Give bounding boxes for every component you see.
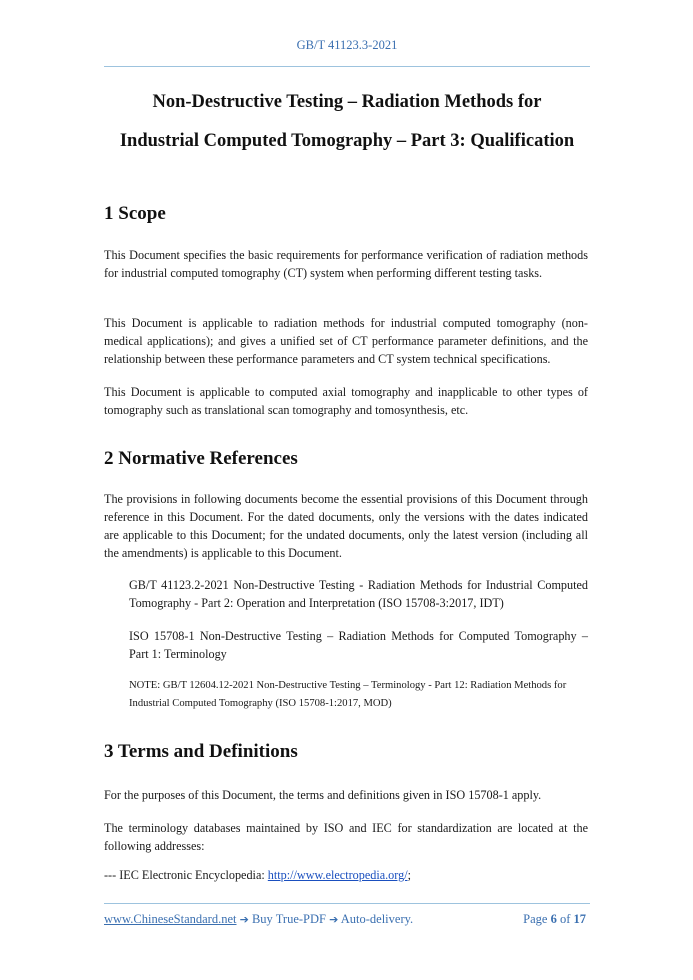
arrow-right-icon: ➔ — [329, 913, 339, 926]
running-header: GB/T 41123.3-2021 — [296, 38, 398, 52]
scope-paragraph-3: This Document is applicable to computed axial tomography and inapplicable to other types of tomography such as translational scan tomography and tomosynthesis, etc. — [104, 385, 588, 417]
normative-reference-1: GB/T 41123.2-2021 Non-Destructive Testing - Radiation Methods for Industrial Computed Tomography - Part 2: Operation and Interpretation (ISO 15708-3:2017, IDT) — [129, 578, 588, 610]
normative-intro-paragraph: The provisions in following documents become the essential provisions of this Document through reference in this Document. For the dated documents, only the versions with the dates indicated are applicable to this Document; for the undated documents, only the latest version (including all the amendments) is applicable to this Document. — [104, 492, 588, 560]
iec-suffix: ; — [407, 868, 411, 882]
terms-paragraph-1: For the purposes of this Document, the terms and definitions given in ISO 15708-1 apply. — [104, 788, 542, 802]
document-title-line-2: Industrial Computed Tomography – Part 3: Qualification — [119, 131, 575, 151]
section-heading-terms-definitions: 3 Terms and Definitions — [104, 741, 298, 762]
page-indicator — [523, 912, 586, 927]
footer-promo — [104, 912, 413, 927]
iec-prefix: --- IEC Electronic Encyclopedia: — [104, 868, 268, 882]
terms-paragraph-2: The terminology databases maintained by ISO and IEC for standardization are located at the following addresses: — [104, 821, 588, 853]
scope-paragraph-2: This Document is applicable to radiation methods for industrial computed tomography (non-medical applications); and gives a unified set of CT performance parameter definitions, and the relationship between these performance parameters and CT system technical specifications. — [104, 316, 588, 366]
buy-true-pdf-text: Buy True-PDF — [248, 912, 330, 926]
header-divider — [104, 66, 590, 67]
normative-note: NOTE: GB/T 12604.12-2021 Non-Destructive Testing – Terminology - Part 12: Radiation Methods for Industrial Computed Tomography (ISO 15708-1:2017, MOD) — [129, 680, 567, 709]
document-title-line-1: Non-Destructive Testing – Radiation Methods for — [152, 92, 542, 112]
auto-delivery-text: Auto-delivery. — [338, 912, 414, 926]
current-page-number: 6 — [550, 912, 557, 926]
section-heading-scope: 1 Scope — [104, 203, 166, 224]
section-heading-normative-references: 2 Normative References — [104, 448, 298, 469]
page-word: Page — [523, 912, 548, 926]
iec-encyclopedia-line — [104, 866, 588, 884]
normative-reference-2: ISO 15708-1 Non-Destructive Testing – Radiation Methods for Computed Tomography – Part 1: Terminology — [129, 629, 588, 661]
site-link[interactable]: www.ChineseStandard.net — [104, 912, 237, 926]
of-word: of — [559, 912, 571, 926]
scope-paragraph-1: This Document specifies the basic requirements for performance verification of radiation methods for industrial computed tomography (CT) system when performing different testing tasks. — [104, 248, 588, 280]
electropedia-link[interactable]: http://www.electropedia.org/ — [267, 868, 408, 882]
arrow-right-icon: ➔ — [239, 913, 249, 926]
total-page-count: 17 — [573, 912, 586, 926]
footer-divider — [104, 903, 590, 904]
